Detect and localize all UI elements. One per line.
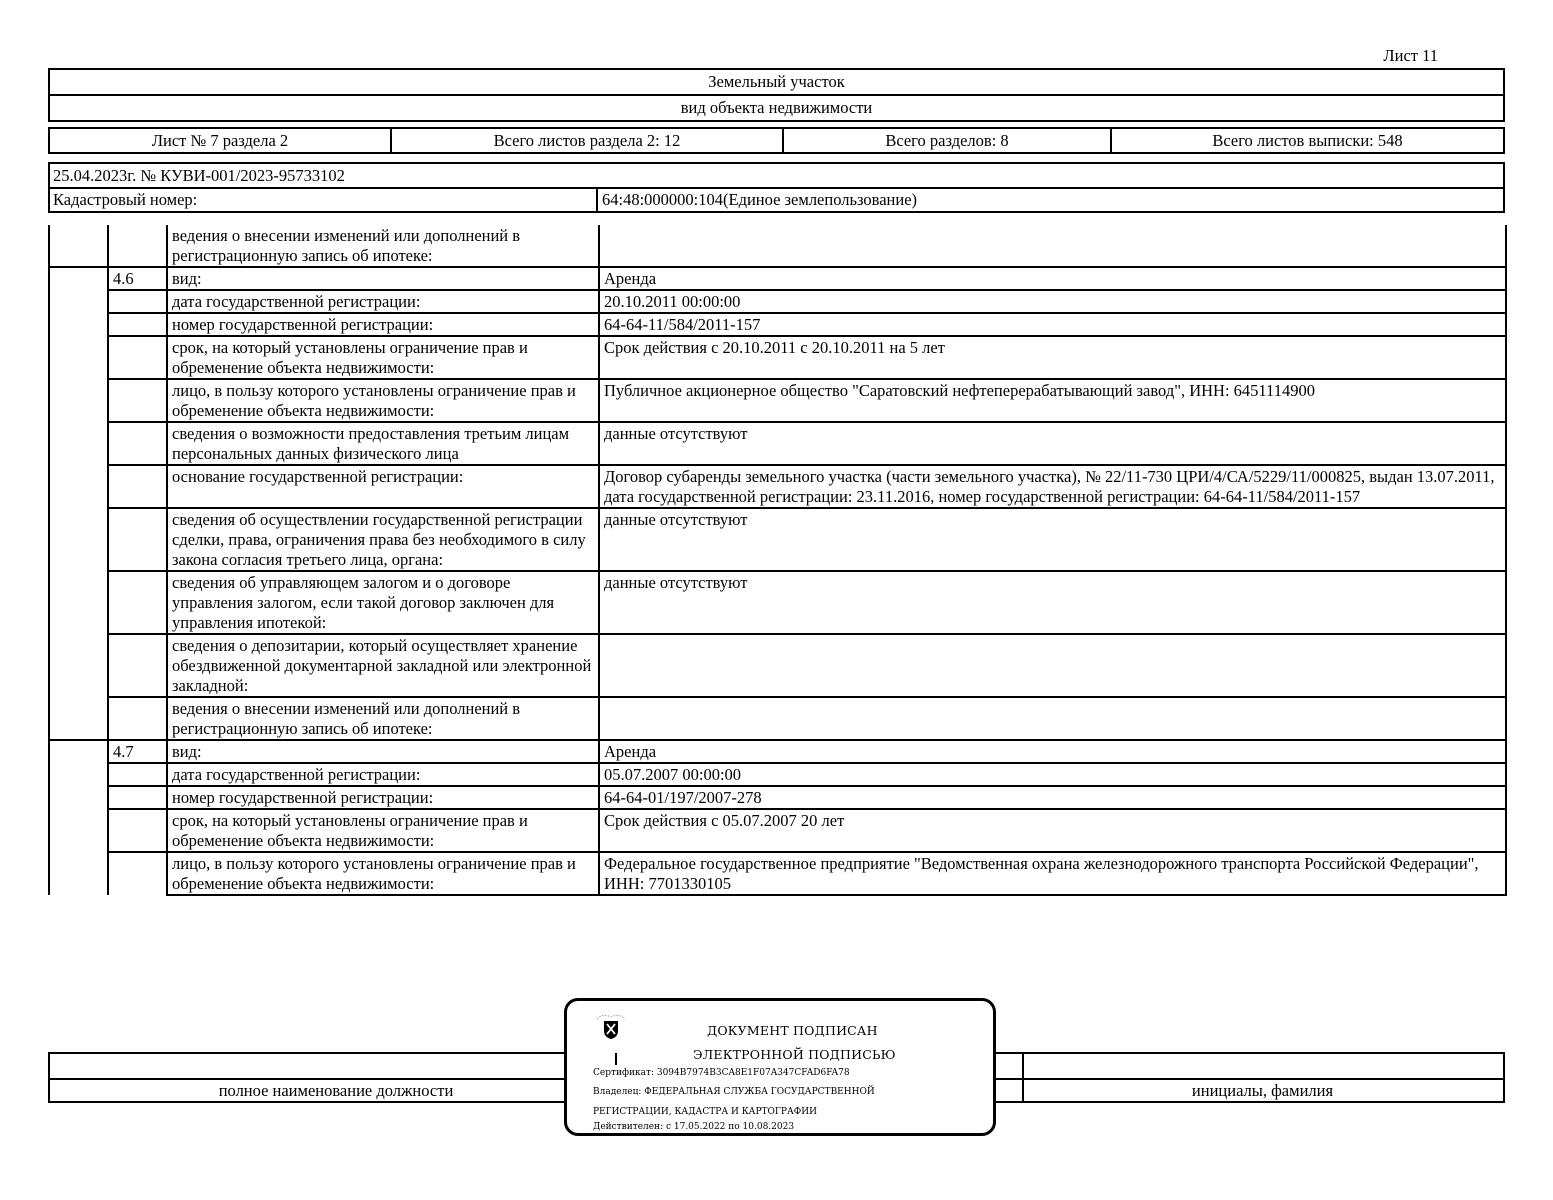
position-caption: полное наименование должности (218, 1081, 454, 1100)
field-label: срок, на который установлены ограничение прав и обременение объекта недвижимости: (167, 809, 599, 852)
total-extract-sheets: Всего листов выписки: 548 (1110, 129, 1503, 152)
margin-cell (49, 740, 108, 763)
stamp-valid: Действителен: с 17.05.2022 по 10.08.2023 (593, 1122, 795, 1132)
field-value: 20.10.2011 00:00:00 (599, 290, 1506, 313)
field-label: вид: (167, 740, 599, 763)
stamp-owner: Владелец: ФЕДЕРАЛЬНАЯ СЛУЖБА ГОСУДАРСТВЕННОЙ (593, 1087, 875, 1097)
field-value: Договор субаренды земельного участка (части земельного участка), № 22/11-730 ЦРИ/4/СА/5229/11/000825, выдан 13.07.2011, дата государственной регистрации: 23.11.2016, номер государственной регистрации: 64-64-11/584/2011-157 (599, 465, 1506, 508)
field-label: дата государственной регистрации: (167, 290, 599, 313)
field-value: Федеральное государственное предприятие "Ведомственная охрана железнодорожного транспорта Российской Федерации", ИНН: 7701330105 (599, 852, 1506, 895)
sheet-of-section: Лист № 7 раздела 2 (151, 131, 289, 150)
stamp-certificate: Сертификат: 3094B7974B3CA8E1F07A347CFAD6FA78 (593, 1068, 850, 1078)
table-row (49, 697, 1506, 740)
item-number (108, 465, 167, 508)
margin-cell (49, 313, 108, 336)
margin-cell (49, 809, 108, 852)
item-number (108, 786, 167, 809)
field-label: сведения об осуществлении государственной регистрации сделки, права, ограничения права без необходимого в силу закона согласия третьего лица, органа: (167, 508, 599, 571)
field-value: Аренда (599, 740, 1506, 763)
item-number (108, 379, 167, 422)
margin-cell (49, 508, 108, 571)
field-label: номер государственной регистрации: (167, 786, 599, 809)
margin-cell (49, 267, 108, 290)
item-number (108, 852, 167, 895)
field-label: сведения об управляющем залогом и о договоре управления залогом, если такой договор заключен для управления ипотекой: (167, 571, 599, 634)
item-number (108, 422, 167, 465)
field-value: 64-64-11/584/2011-157 (599, 313, 1506, 336)
table-row (49, 852, 1506, 895)
table-row (49, 422, 1506, 465)
item-number: 4.6 (108, 267, 167, 290)
item-number (108, 336, 167, 379)
e-signature-stamp (564, 998, 996, 1136)
total-section-sheets: Всего листов раздела 2: 12 (390, 129, 782, 152)
field-label: ведения о внесении изменений или дополнений в регистрационную запись об ипотеке: (167, 697, 599, 740)
sheet-info-bar (48, 127, 1505, 154)
table-row (49, 379, 1506, 422)
margin-cell (49, 697, 108, 740)
sheet-number: Лист 11 (1383, 46, 1438, 65)
coat-of-arms-icon (593, 1011, 629, 1041)
total-sections: Всего разделов: 8 (782, 129, 1110, 152)
table-row (49, 763, 1506, 786)
item-number (108, 809, 167, 852)
table-row (49, 634, 1506, 697)
table-row (49, 290, 1506, 313)
table-row (49, 740, 1506, 763)
field-value: данные отсутствуют (599, 571, 1506, 634)
field-label: лицо, в пользу которого установлены ограничение прав и обременение объекта недвижимости: (167, 379, 599, 422)
item-number (108, 571, 167, 634)
requisites-box (48, 162, 1505, 213)
cadastral-value: 64:48:000000:104(Единое землепользование) (602, 190, 918, 209)
stamp-title-1: ДОКУМЕНТ ПОДПИСАН (707, 1023, 878, 1038)
margin-cell (49, 763, 108, 786)
field-label: ведения о внесении изменений или дополнений в регистрационную запись об ипотеке: (167, 225, 599, 267)
name-caption: инициалы, фамилия (1191, 1081, 1334, 1100)
object-type-box (48, 68, 1505, 122)
stamp-owner-2: РЕГИСТРАЦИИ, КАДАСТРА И КАРТОГРАФИИ (593, 1107, 817, 1117)
item-number (108, 290, 167, 313)
field-value: 05.07.2007 00:00:00 (599, 763, 1506, 786)
table-row (49, 571, 1506, 634)
field-value: данные отсутствуют (599, 422, 1506, 465)
field-value: Срок действия с 05.07.2007 20 лет (599, 809, 1506, 852)
field-value: Срок действия с 20.10.2011 с 20.10.2011 на 5 лет (599, 336, 1506, 379)
margin-cell (49, 465, 108, 508)
item-number (108, 634, 167, 697)
table-row (49, 465, 1506, 508)
table-row (49, 809, 1506, 852)
table-row (49, 267, 1506, 290)
encumbrance-table (48, 225, 1507, 896)
object-type: Земельный участок (708, 72, 845, 91)
field-label: срок, на который установлены ограничение прав и обременение объекта недвижимости: (167, 336, 599, 379)
field-label: основание государственной регистрации: (167, 465, 599, 508)
margin-cell (49, 634, 108, 697)
item-number (108, 225, 167, 267)
margin-cell (49, 422, 108, 465)
margin-cell (49, 379, 108, 422)
margin-cell (49, 786, 108, 809)
extract-date-number: 25.04.2023г. № КУВИ-001/2023-95733102 (50, 164, 1503, 189)
field-value (599, 697, 1506, 740)
object-type-caption: вид объекта недвижимости (50, 94, 1503, 120)
table-row (49, 508, 1506, 571)
field-value: Аренда (599, 267, 1506, 290)
field-value: Публичное акционерное общество "Саратовский нефтеперерабатывающий завод", ИНН: 6451114900 (599, 379, 1506, 422)
stamp-title-2: ЭЛЕКТРОННОЙ ПОДПИСЬЮ (693, 1047, 896, 1062)
margin-cell (49, 336, 108, 379)
field-label: вид: (167, 267, 599, 290)
item-number (108, 697, 167, 740)
item-number: 4.7 (108, 740, 167, 763)
cadastral-label: Кадастровый номер: (50, 189, 598, 211)
field-value: 64-64-01/197/2007-278 (599, 786, 1506, 809)
field-value: данные отсутствуют (599, 508, 1506, 571)
field-label: номер государственной регистрации: (167, 313, 599, 336)
table-row (49, 786, 1506, 809)
field-label: дата государственной регистрации: (167, 763, 599, 786)
field-label: лицо, в пользу которого установлены ограничение прав и обременение объекта недвижимости: (167, 852, 599, 895)
item-number (108, 313, 167, 336)
table-row (49, 225, 1506, 267)
table-row (49, 336, 1506, 379)
field-value (599, 634, 1506, 697)
margin-cell (49, 571, 108, 634)
margin-cell (49, 290, 108, 313)
margin-cell (49, 225, 108, 267)
field-label: сведения о депозитарии, который осуществляет хранение обездвиженной документарной закладной или электронной закладной: (167, 634, 599, 697)
margin-cell (49, 852, 108, 895)
item-number (108, 508, 167, 571)
field-value (599, 225, 1506, 267)
table-row (49, 313, 1506, 336)
item-number (108, 763, 167, 786)
field-label: сведения о возможности предоставления третьим лицам персональных данных физического лица (167, 422, 599, 465)
